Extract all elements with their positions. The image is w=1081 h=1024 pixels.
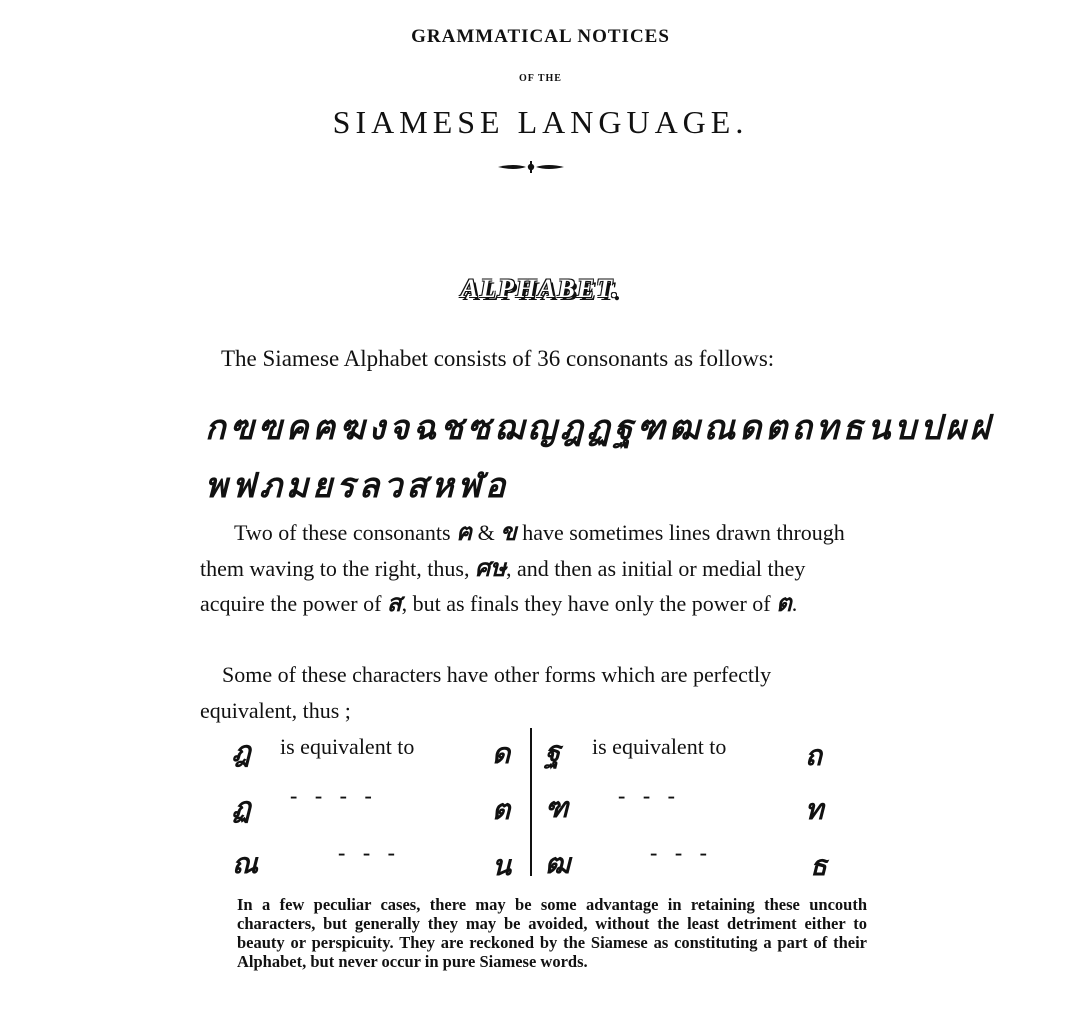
table-equivalent: ธ <box>810 849 828 882</box>
thai-glyph: ศษ <box>474 553 507 582</box>
table-phrase: is equivalent to <box>592 734 727 759</box>
table-separator: - - - <box>618 783 681 808</box>
paragraph-text: , but as finals they have only the power of <box>401 591 771 616</box>
paragraph-text: . <box>791 591 798 616</box>
paragraph-consonant-lines <box>200 515 865 622</box>
table-char: ฐ <box>545 735 561 768</box>
thai-glyph: ฅ <box>456 518 473 546</box>
paragraph-text: have sometimes lines drawn through them waving to the right, thus, <box>200 520 845 581</box>
ornament-divider <box>496 156 566 178</box>
table-equivalent: ด <box>492 737 511 770</box>
table-equivalent: ต <box>492 793 511 826</box>
thai-glyph: ต <box>776 589 792 617</box>
table-char: ฑ <box>545 791 569 824</box>
paragraph-text: , and then as initial or medial they acquire the power of <box>200 555 806 616</box>
section-heading: ALPHABET. <box>460 274 621 303</box>
table-char: ฏ <box>232 791 251 824</box>
thai-glyph: ส <box>386 589 402 617</box>
table-equivalent: ถ <box>805 739 822 772</box>
table-equivalent: น <box>492 849 512 882</box>
table-divider <box>530 728 532 876</box>
footnote: In a few peculiar cases, there may be some advantage in retaining these uncouth characters, but generally they may be avoided, without the least detriment either to beauty or perspicuity. They are reckoned by the Siamese as constituting a part of their Alphabet, but never occur in pure Siamese words. <box>237 895 867 971</box>
table-char: ฎ <box>232 735 251 768</box>
paragraph-equivalent-forms: Some of these characters have other forms which are perfectly equivalent, thus ; <box>200 662 772 723</box>
consonant-row-2: พฟภมยรลวสหฬอ <box>205 466 510 506</box>
paragraph-text: Two of these consonants <box>234 520 451 545</box>
table-phrase: is equivalent to <box>280 734 415 759</box>
table-separator: - - - - <box>290 783 378 808</box>
thai-glyph: ข <box>500 518 517 546</box>
page-subtitle: OF THE <box>519 73 562 84</box>
consonant-row-1: กฃฃคฅฆงจฉชซฌญฎฏฐฑฒณดตถทธนบปผฝ <box>205 408 994 448</box>
table-char: ณ <box>232 847 258 880</box>
table-equivalent: ท <box>805 793 824 826</box>
page-main-title: SIAMESE LANGUAGE. <box>332 104 749 140</box>
table-separator: - - - <box>338 840 401 865</box>
page-title: GRAMMATICAL NOTICES <box>411 26 670 47</box>
table-char: ฒ <box>545 847 571 880</box>
intro-text: The Siamese Alphabet consists of 36 consonants as follows: <box>221 346 775 371</box>
paragraph-text: & <box>477 520 495 545</box>
table-separator: - - - <box>650 840 713 865</box>
